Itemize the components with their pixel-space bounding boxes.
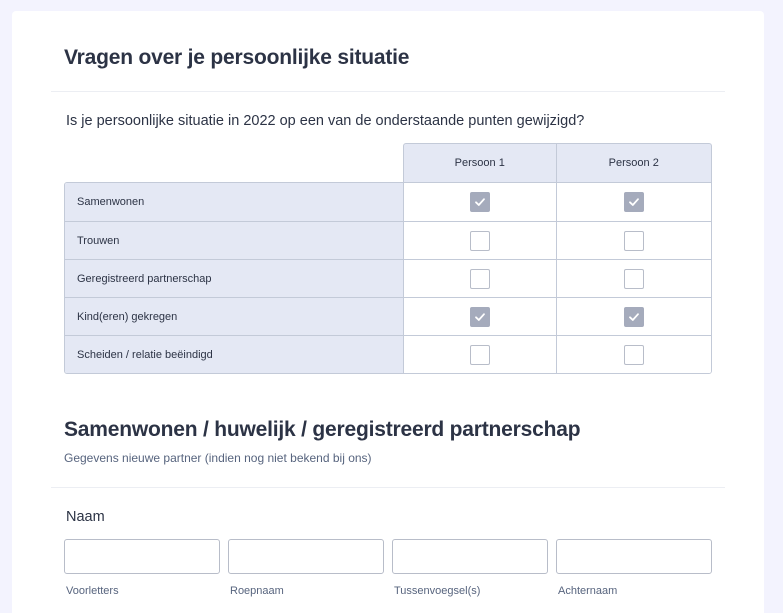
checkbox-samenwonen-person-1[interactable] xyxy=(470,192,490,212)
field-tussenvoegsel xyxy=(392,539,548,597)
matrix-row-trouwen xyxy=(65,221,711,259)
field-achternaam xyxy=(556,539,712,597)
field-hint: Achternaam xyxy=(558,585,618,597)
matrix-row-partnerschap xyxy=(65,259,711,297)
matrix-body xyxy=(64,182,712,374)
checkbox-kinderen-person-2[interactable] xyxy=(624,307,644,327)
checkbox-scheiden-person-1[interactable] xyxy=(470,345,490,365)
column-header-person-2: Persoon 2 xyxy=(556,144,712,182)
checkbox-trouwen-person-1[interactable] xyxy=(470,231,490,251)
check-icon xyxy=(628,196,640,208)
matrix-row-kinderen xyxy=(65,297,711,335)
checkbox-scheiden-person-2[interactable] xyxy=(624,345,644,365)
matrix-row-samenwonen xyxy=(65,183,711,221)
name-label: Naam xyxy=(66,509,105,525)
section-title-partner: Samenwonen / huwelijk / geregistreerd partnerschap xyxy=(64,418,581,441)
voorletters-input[interactable] xyxy=(64,539,220,574)
checkbox-partnerschap-person-1[interactable] xyxy=(470,269,490,289)
field-hint: Tussenvoegsel(s) xyxy=(394,585,481,597)
tussenvoegsel-input[interactable] xyxy=(392,539,548,574)
checkbox-partnerschap-person-2[interactable] xyxy=(624,269,644,289)
section-divider xyxy=(51,91,725,92)
matrix-header xyxy=(403,143,712,182)
field-voorletters xyxy=(64,539,220,597)
row-label: Trouwen xyxy=(65,222,404,259)
roepnaam-input[interactable] xyxy=(228,539,384,574)
achternaam-input[interactable] xyxy=(556,539,712,574)
row-label: Geregistreerd partnerschap xyxy=(65,260,404,297)
column-header-person-1: Persoon 1 xyxy=(454,157,505,169)
matrix-row-scheiden xyxy=(65,335,711,373)
checkbox-kinderen-person-1[interactable] xyxy=(470,307,490,327)
name-fields xyxy=(64,539,712,597)
field-hint: Voorletters xyxy=(66,585,119,597)
check-icon xyxy=(628,311,640,323)
row-label: Samenwonen xyxy=(65,183,404,221)
row-label: Scheiden / relatie beëindigd xyxy=(65,336,404,373)
check-icon xyxy=(474,311,486,323)
matrix-question: Is je persoonlijke situatie in 2022 op een van de onderstaande punten gewijzigd? xyxy=(66,113,585,129)
section-subtitle: Gegevens nieuwe partner (indien nog niet bekend bij ons) xyxy=(64,451,372,465)
section-title-personal-situation: Vragen over je persoonlijke situatie xyxy=(64,46,410,69)
field-hint: Roepnaam xyxy=(230,585,284,597)
field-roepnaam xyxy=(228,539,384,597)
checkbox-samenwonen-person-2[interactable] xyxy=(624,192,644,212)
row-label: Kind(eren) gekregen xyxy=(65,298,404,335)
section-divider xyxy=(51,487,725,488)
check-icon xyxy=(474,196,486,208)
checkbox-trouwen-person-2[interactable] xyxy=(624,231,644,251)
form-card xyxy=(12,11,764,613)
